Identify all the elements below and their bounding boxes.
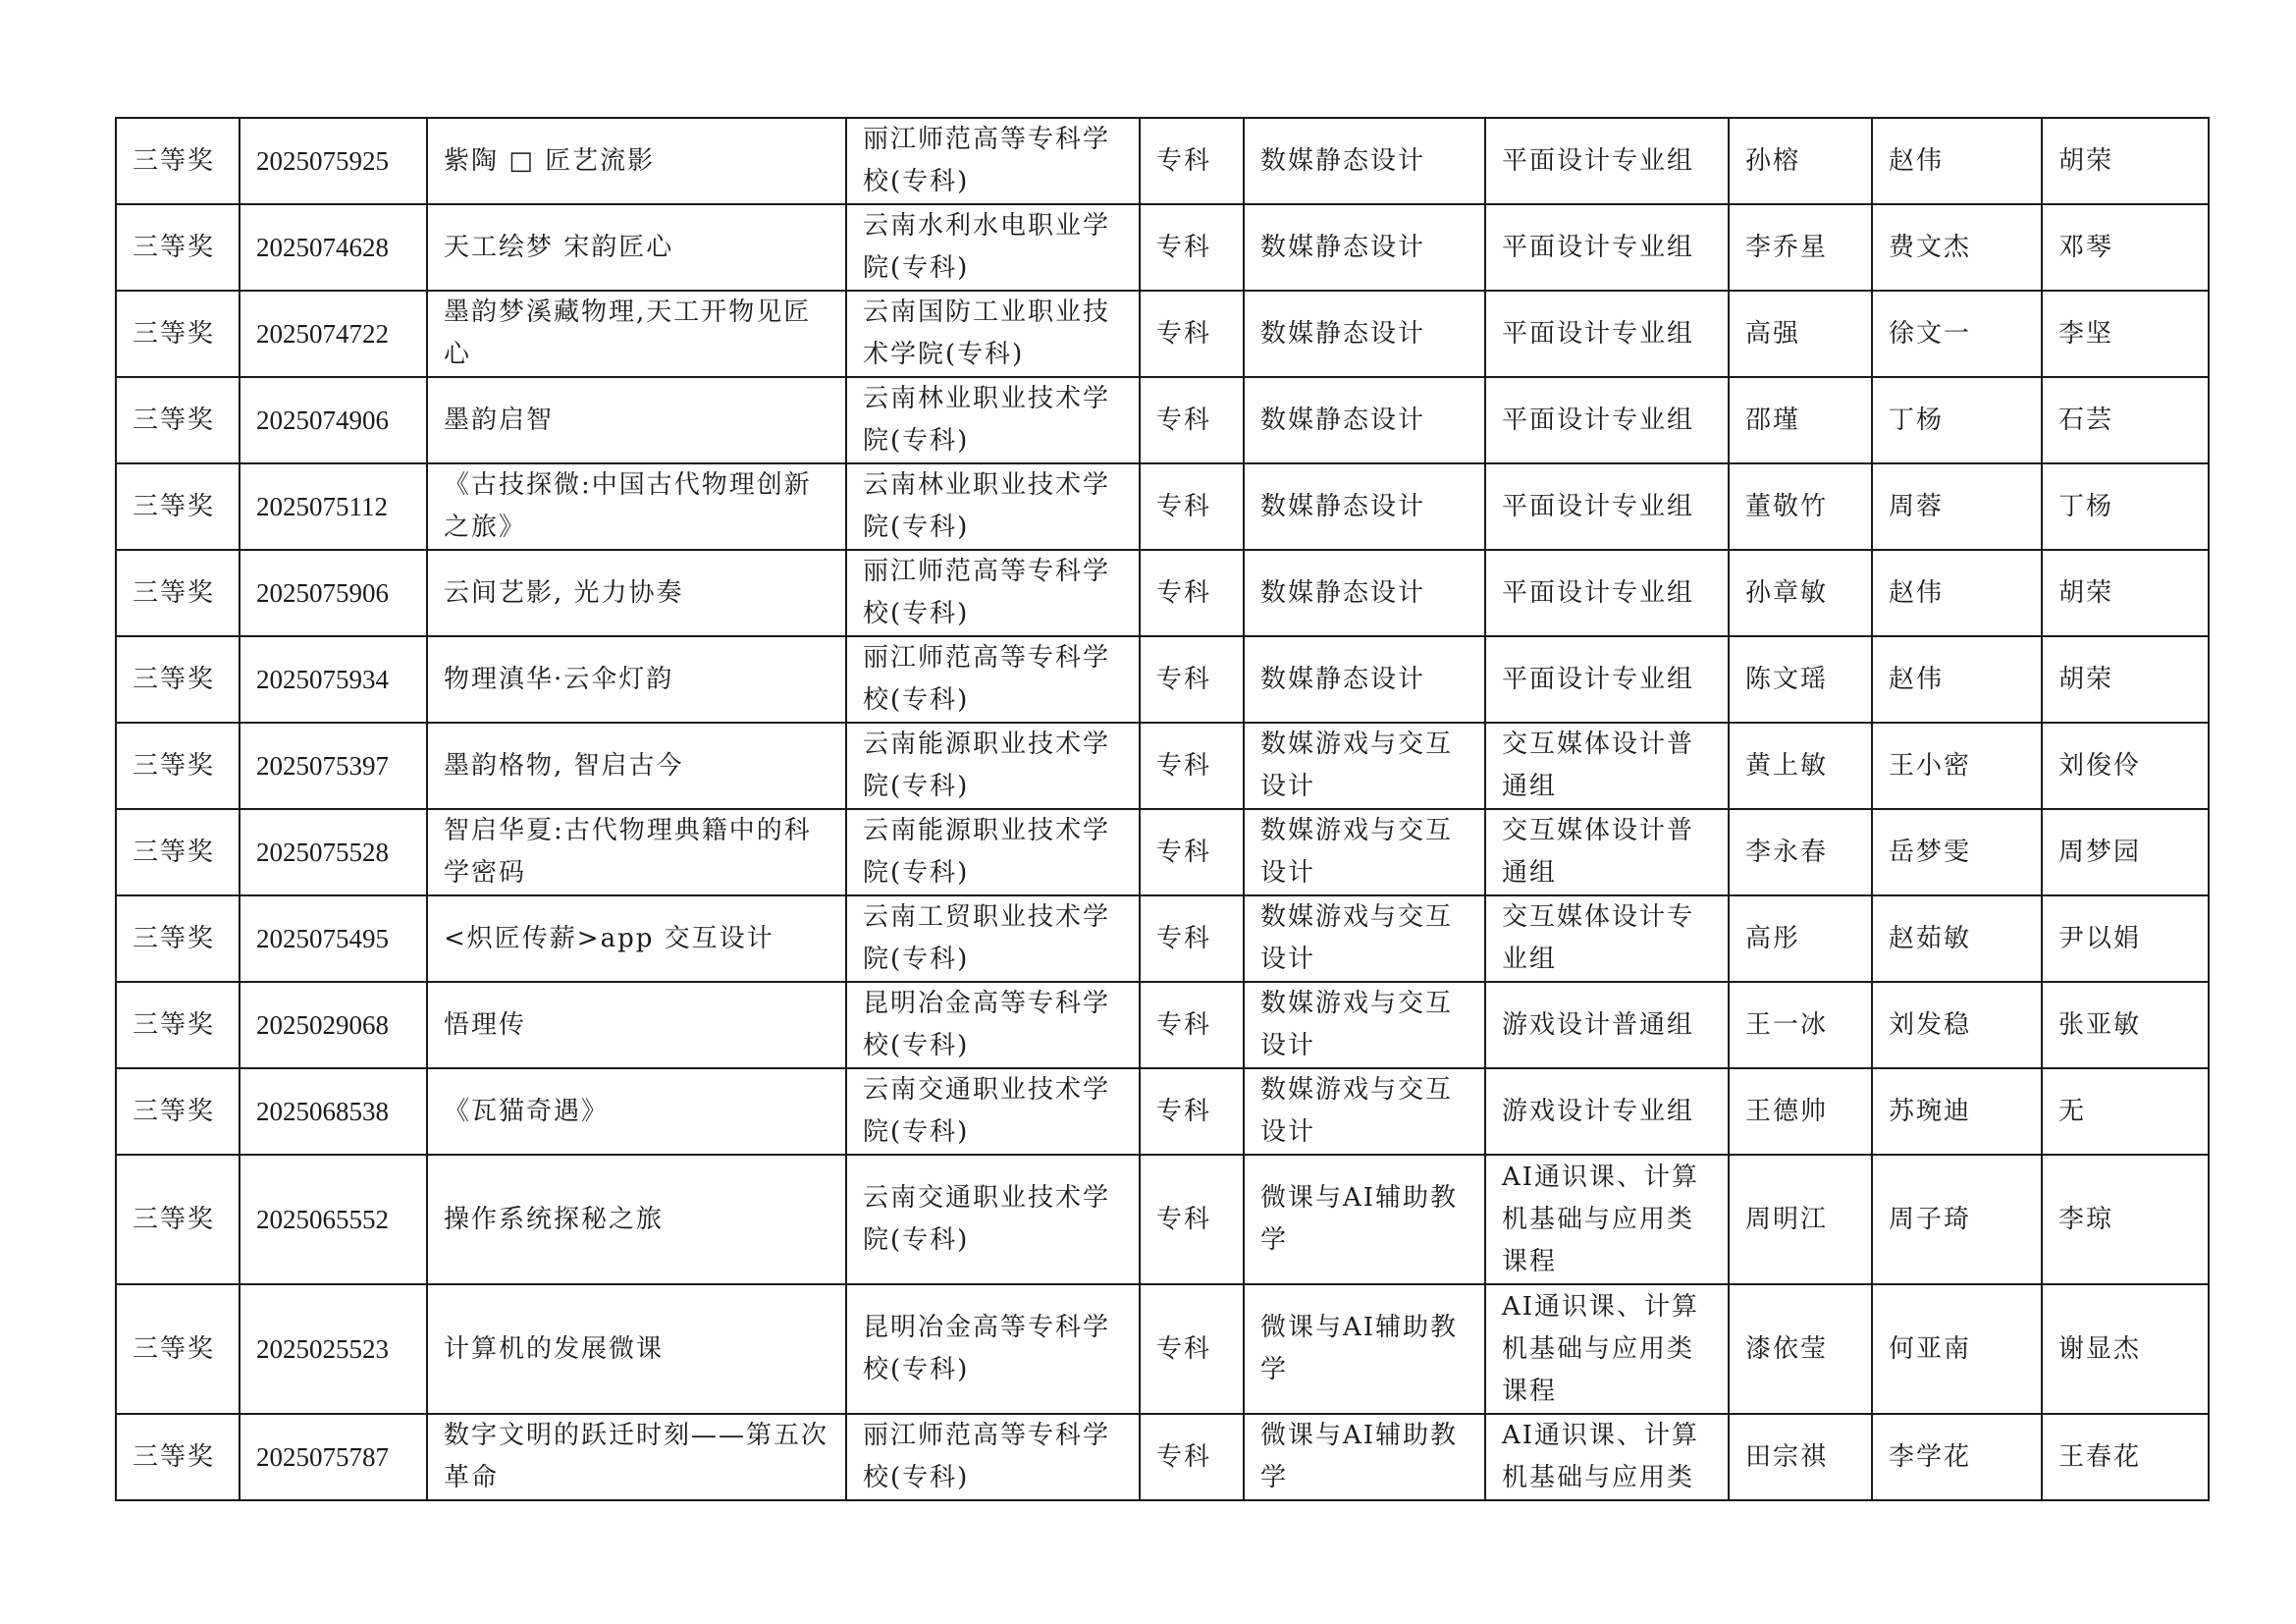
award-cell: 三等奖 [116, 204, 240, 291]
teacher1-cell: 刘发稳 [1872, 982, 2042, 1068]
award-cell: 三等奖 [116, 895, 240, 982]
school-cell: 云南水利水电职业学院(专科) [846, 204, 1140, 291]
work-title-cell: 云间艺影, 光力协奏 [427, 550, 846, 636]
entry-id-cell: 2025074628 [240, 204, 427, 291]
level-cell: 专科 [1140, 377, 1244, 463]
entry-id-cell: 2025029068 [240, 982, 427, 1068]
level-cell: 专科 [1140, 809, 1244, 895]
table-row [116, 377, 2209, 463]
table-row [116, 895, 2209, 982]
award-cell: 三等奖 [116, 550, 240, 636]
level-cell: 专科 [1140, 204, 1244, 291]
group-cell: 平面设计专业组 [1485, 377, 1729, 463]
category-cell: 数媒游戏与交互设计 [1244, 723, 1485, 809]
entry-id-cell: 2025074722 [240, 291, 427, 377]
category-cell: 数媒静态设计 [1244, 118, 1485, 204]
group-cell: 交互媒体设计普通组 [1485, 809, 1729, 895]
category-cell: 数媒静态设计 [1244, 291, 1485, 377]
teacher1-cell: 赵伟 [1872, 636, 2042, 723]
entry-id-cell: 2025065552 [240, 1155, 427, 1284]
category-cell: 数媒游戏与交互设计 [1244, 982, 1485, 1068]
teacher1-cell: 赵伟 [1872, 550, 2042, 636]
category-cell: 数媒静态设计 [1244, 204, 1485, 291]
entry-id-cell: 2025075112 [240, 463, 427, 550]
table-row [116, 291, 2209, 377]
author-cell: 李永春 [1729, 809, 1872, 895]
level-cell: 专科 [1140, 550, 1244, 636]
work-title-cell: 操作系统探秘之旅 [427, 1155, 846, 1284]
work-title-cell: 墨韵启智 [427, 377, 846, 463]
school-cell: 昆明冶金高等专科学校(专科) [846, 1284, 1140, 1414]
teacher1-cell: 周子琦 [1872, 1155, 2042, 1284]
group-cell: AI通识课、计算机基础与应用类课程 [1485, 1284, 1729, 1414]
teacher2-cell: 周梦园 [2042, 809, 2209, 895]
author-cell: 高彤 [1729, 895, 1872, 982]
school-cell: 丽江师范高等专科学校(专科) [846, 636, 1140, 723]
work-title-cell: 墨韵格物, 智启古今 [427, 723, 846, 809]
author-cell: 王一冰 [1729, 982, 1872, 1068]
teacher2-cell: 石芸 [2042, 377, 2209, 463]
category-cell: 微课与AI辅助教学 [1244, 1155, 1485, 1284]
level-cell: 专科 [1140, 723, 1244, 809]
work-title-cell: 紫陶 □ 匠艺流影 [427, 118, 846, 204]
teacher2-cell: 刘俊伶 [2042, 723, 2209, 809]
table-row [116, 550, 2209, 636]
work-title-cell: 墨韵梦溪藏物理,天工开物见匠心 [427, 291, 846, 377]
category-cell: 数媒静态设计 [1244, 636, 1485, 723]
work-title-cell: 悟理传 [427, 982, 846, 1068]
work-title-cell: 《古技探微:中国古代物理创新之旅》 [427, 463, 846, 550]
group-cell: 平面设计专业组 [1485, 204, 1729, 291]
work-title-cell: 数字文明的跃迁时刻——第五次革命 [427, 1414, 846, 1500]
author-cell: 田宗祺 [1729, 1414, 1872, 1500]
award-cell: 三等奖 [116, 1284, 240, 1414]
author-cell: 孙章敏 [1729, 550, 1872, 636]
entry-id-cell: 2025074906 [240, 377, 427, 463]
group-cell: 交互媒体设计专业组 [1485, 895, 1729, 982]
level-cell: 专科 [1140, 636, 1244, 723]
school-cell: 云南交通职业技术学院(专科) [846, 1155, 1140, 1284]
teacher2-cell: 李琼 [2042, 1155, 2209, 1284]
table-row [116, 1284, 2209, 1414]
level-cell: 专科 [1140, 1414, 1244, 1500]
table-row [116, 636, 2209, 723]
table-row [116, 1068, 2209, 1155]
award-cell: 三等奖 [116, 291, 240, 377]
table-row [116, 118, 2209, 204]
teacher2-cell: 丁杨 [2042, 463, 2209, 550]
author-cell: 邵瑾 [1729, 377, 1872, 463]
author-cell: 黄上敏 [1729, 723, 1872, 809]
category-cell: 数媒游戏与交互设计 [1244, 1068, 1485, 1155]
group-cell: 平面设计专业组 [1485, 636, 1729, 723]
group-cell: 游戏设计普通组 [1485, 982, 1729, 1068]
school-cell: 丽江师范高等专科学校(专科) [846, 550, 1140, 636]
teacher2-cell: 张亚敏 [2042, 982, 2209, 1068]
group-cell: 交互媒体设计普通组 [1485, 723, 1729, 809]
teacher2-cell: 王春花 [2042, 1414, 2209, 1500]
work-title-cell: 物理滇华·云伞灯韵 [427, 636, 846, 723]
award-cell: 三等奖 [116, 1068, 240, 1155]
table-row [116, 1414, 2209, 1500]
teacher1-cell: 赵伟 [1872, 118, 2042, 204]
teacher1-cell: 王小密 [1872, 723, 2042, 809]
teacher2-cell: 胡荣 [2042, 550, 2209, 636]
teacher1-cell: 赵茹敏 [1872, 895, 2042, 982]
level-cell: 专科 [1140, 1068, 1244, 1155]
work-title-cell: 智启华夏:古代物理典籍中的科学密码 [427, 809, 846, 895]
school-cell: 云南交通职业技术学院(专科) [846, 1068, 1140, 1155]
school-cell: 昆明冶金高等专科学校(专科) [846, 982, 1140, 1068]
category-cell: 微课与AI辅助教学 [1244, 1414, 1485, 1500]
award-cell: 三等奖 [116, 377, 240, 463]
table-row [116, 204, 2209, 291]
author-cell: 高强 [1729, 291, 1872, 377]
award-cell: 三等奖 [116, 1414, 240, 1500]
group-cell: 平面设计专业组 [1485, 550, 1729, 636]
award-cell: 三等奖 [116, 723, 240, 809]
work-title-cell: 计算机的发展微课 [427, 1284, 846, 1414]
level-cell: 专科 [1140, 291, 1244, 377]
award-cell: 三等奖 [116, 809, 240, 895]
teacher1-cell: 李学花 [1872, 1414, 2042, 1500]
entry-id-cell: 2025025523 [240, 1284, 427, 1414]
category-cell: 数媒静态设计 [1244, 377, 1485, 463]
work-title-cell: 《瓦猫奇遇》 [427, 1068, 846, 1155]
author-cell: 陈文瑶 [1729, 636, 1872, 723]
category-cell: 数媒静态设计 [1244, 463, 1485, 550]
school-cell: 云南国防工业职业技术学院(专科) [846, 291, 1140, 377]
entry-id-cell: 2025075934 [240, 636, 427, 723]
category-cell: 数媒静态设计 [1244, 550, 1485, 636]
author-cell: 李乔星 [1729, 204, 1872, 291]
teacher1-cell: 丁杨 [1872, 377, 2042, 463]
teacher2-cell: 胡荣 [2042, 636, 2209, 723]
entry-id-cell: 2025075925 [240, 118, 427, 204]
group-cell: AI通识课、计算机基础与应用类课程 [1485, 1155, 1729, 1284]
teacher2-cell: 无 [2042, 1068, 2209, 1155]
table-row [116, 809, 2209, 895]
entry-id-cell: 2025075528 [240, 809, 427, 895]
entry-id-cell: 2025075787 [240, 1414, 427, 1500]
entry-id-cell: 2025075906 [240, 550, 427, 636]
author-cell: 孙榕 [1729, 118, 1872, 204]
award-table [115, 117, 2210, 1501]
author-cell: 董敬竹 [1729, 463, 1872, 550]
level-cell: 专科 [1140, 982, 1244, 1068]
school-cell: 云南林业职业技术学院(专科) [846, 377, 1140, 463]
teacher2-cell: 谢显杰 [2042, 1284, 2209, 1414]
award-cell: 三等奖 [116, 118, 240, 204]
teacher1-cell: 苏琬迪 [1872, 1068, 2042, 1155]
school-cell: 云南能源职业技术学院(专科) [846, 723, 1140, 809]
teacher1-cell: 费文杰 [1872, 204, 2042, 291]
level-cell: 专科 [1140, 895, 1244, 982]
level-cell: 专科 [1140, 1155, 1244, 1284]
school-cell: 云南林业职业技术学院(专科) [846, 463, 1140, 550]
level-cell: 专科 [1140, 118, 1244, 204]
teacher2-cell: 邓琴 [2042, 204, 2209, 291]
table-body [116, 118, 2209, 1500]
award-cell: 三等奖 [116, 982, 240, 1068]
entry-id-cell: 2025075397 [240, 723, 427, 809]
author-cell: 王德帅 [1729, 1068, 1872, 1155]
award-cell: 三等奖 [116, 463, 240, 550]
group-cell: 平面设计专业组 [1485, 291, 1729, 377]
table-row [116, 723, 2209, 809]
category-cell: 数媒游戏与交互设计 [1244, 895, 1485, 982]
school-cell: 丽江师范高等专科学校(专科) [846, 118, 1140, 204]
school-cell: 丽江师范高等专科学校(专科) [846, 1414, 1140, 1500]
teacher1-cell: 岳梦雯 [1872, 809, 2042, 895]
category-cell: 数媒游戏与交互设计 [1244, 809, 1485, 895]
level-cell: 专科 [1140, 463, 1244, 550]
level-cell: 专科 [1140, 1284, 1244, 1414]
teacher2-cell: 李坚 [2042, 291, 2209, 377]
table-row [116, 982, 2209, 1068]
award-cell: 三等奖 [116, 636, 240, 723]
school-cell: 云南工贸职业技术学院(专科) [846, 895, 1140, 982]
teacher1-cell: 周蓉 [1872, 463, 2042, 550]
group-cell: AI通识课、计算机基础与应用类 [1485, 1414, 1729, 1500]
teacher1-cell: 何亚南 [1872, 1284, 2042, 1414]
work-title-cell: 天工绘梦 宋韵匠心 [427, 204, 846, 291]
group-cell: 平面设计专业组 [1485, 463, 1729, 550]
entry-id-cell: 2025068538 [240, 1068, 427, 1155]
teacher2-cell: 尹以娟 [2042, 895, 2209, 982]
teacher1-cell: 徐文一 [1872, 291, 2042, 377]
teacher2-cell: 胡荣 [2042, 118, 2209, 204]
group-cell: 游戏设计专业组 [1485, 1068, 1729, 1155]
category-cell: 微课与AI辅助教学 [1244, 1284, 1485, 1414]
table-row [116, 1155, 2209, 1284]
author-cell: 周明江 [1729, 1155, 1872, 1284]
table-row [116, 463, 2209, 550]
author-cell: 漆依莹 [1729, 1284, 1872, 1414]
work-title-cell: <炽匠传薪>app 交互设计 [427, 895, 846, 982]
award-cell: 三等奖 [116, 1155, 240, 1284]
group-cell: 平面设计专业组 [1485, 118, 1729, 204]
school-cell: 云南能源职业技术学院(专科) [846, 809, 1140, 895]
entry-id-cell: 2025075495 [240, 895, 427, 982]
